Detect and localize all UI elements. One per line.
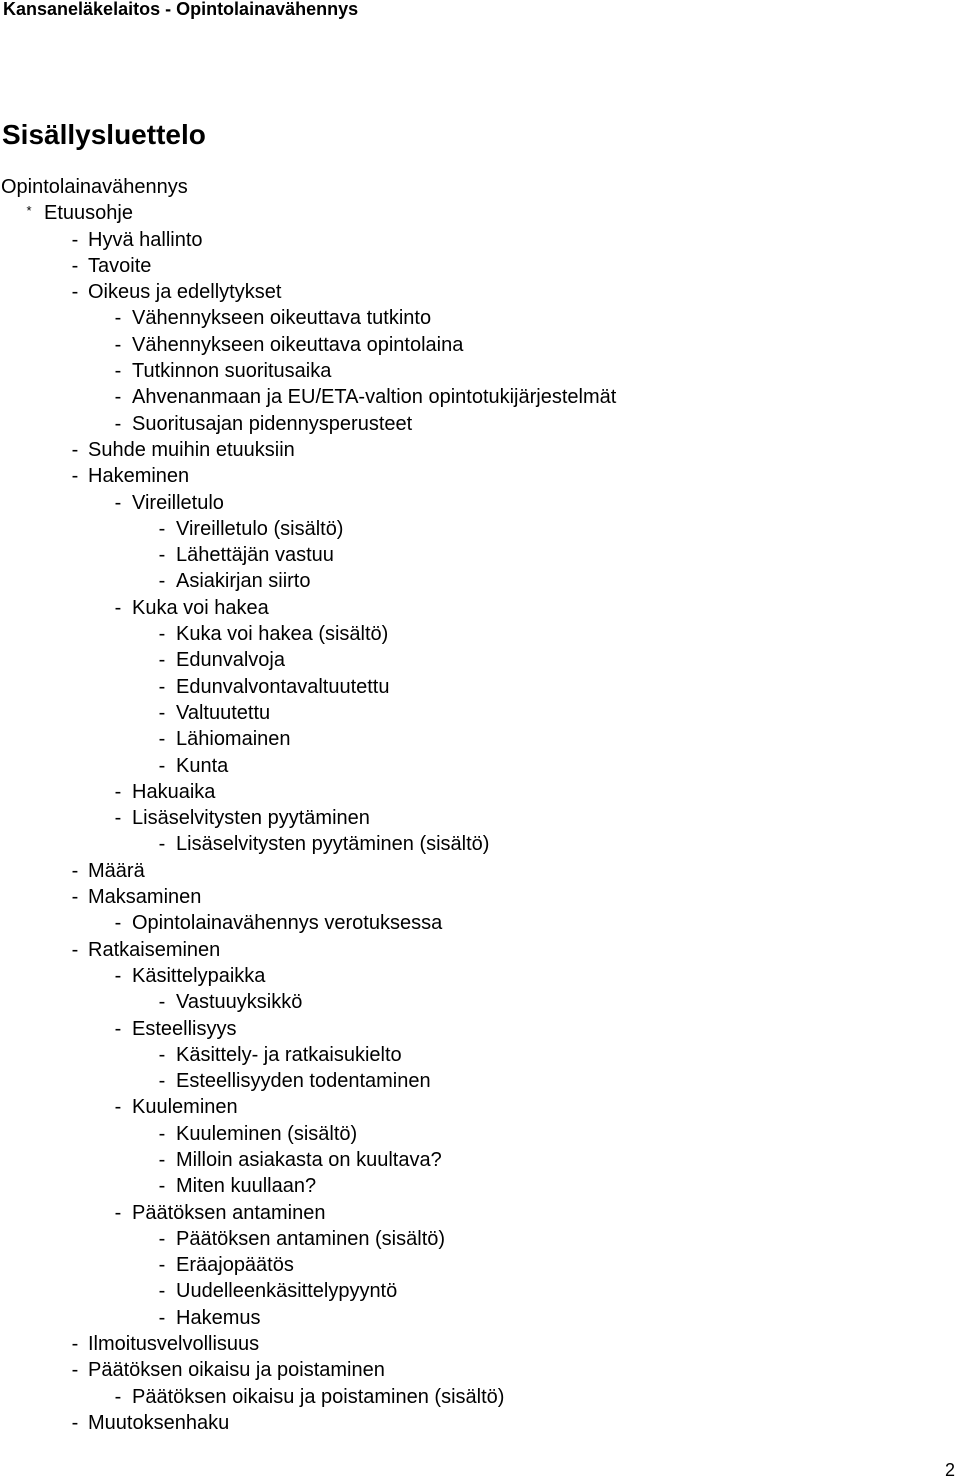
toc-item[interactable] (0, 1410, 940, 1436)
toc-bullet-dash: - (158, 1175, 166, 1198)
toc-item-label: Lisäselvitysten pyytäminen (132, 807, 370, 830)
toc-bullet-dash: - (158, 1280, 166, 1303)
toc-item[interactable] (0, 1278, 940, 1304)
toc-bullet-dash: - (158, 991, 166, 1014)
toc-bullet-dash: - (158, 675, 166, 698)
toc-bullet-dash: - (71, 1359, 79, 1382)
toc-bullet-dash: - (158, 1148, 166, 1171)
toc-item[interactable] (0, 726, 940, 752)
toc-item[interactable] (0, 1094, 940, 1120)
toc-bullet-dash: - (158, 728, 166, 751)
toc-item-label: Hakemus (176, 1306, 261, 1329)
toc-bullet-dash: - (71, 228, 79, 251)
toc-bullet-dash: - (158, 833, 166, 856)
toc-item[interactable] (0, 937, 940, 963)
toc-item[interactable] (0, 989, 940, 1015)
toc-item-label: Vireilletulo (132, 491, 224, 514)
toc-item-label: Ratkaiseminen (88, 938, 221, 961)
toc-bullet-dash: - (158, 1254, 166, 1277)
toc-item[interactable] (0, 1147, 940, 1173)
toc-item-label: Kunta (176, 754, 229, 777)
toc-bullet-dash: - (158, 1122, 166, 1145)
toc-item-label: Etuusohje (44, 202, 133, 225)
toc-item[interactable] (0, 568, 940, 594)
toc-item[interactable] (0, 305, 940, 331)
toc-bullet-dash: - (114, 412, 122, 435)
toc-bullet-star: * (26, 203, 32, 219)
toc-bullet-dash: - (158, 623, 166, 646)
toc-item-label: Hakuaika (132, 780, 216, 803)
toc-bullet-dash: - (158, 1306, 166, 1329)
toc-item-label: Ahvenanmaan ja EU/ETA-valtion opintotukijärjestelmät (132, 386, 617, 409)
toc-bullet-dash: - (71, 1411, 79, 1434)
toc-item[interactable] (0, 647, 940, 673)
toc-item-label: Päätöksen antaminen (132, 1201, 326, 1224)
toc-bullet-dash: - (158, 544, 166, 567)
toc-item[interactable] (0, 279, 940, 305)
toc-item-label: Oikeus ja edellytykset (88, 281, 282, 304)
toc-bullet-dash: - (158, 649, 166, 672)
toc-bullet-dash: - (114, 1096, 122, 1119)
toc-item[interactable] (0, 227, 940, 253)
toc-item-label: Esteellisyys (132, 1017, 237, 1040)
toc-item-label: Vähennykseen oikeuttava opintolaina (132, 333, 464, 356)
toc-item-label: Kuuleminen (sisältö) (176, 1122, 358, 1145)
toc-bullet-dash: - (114, 780, 122, 803)
toc-bullet-dash: - (114, 912, 122, 935)
toc-item[interactable] (0, 1357, 940, 1383)
toc-item[interactable] (0, 831, 940, 857)
toc-item-label: Lähettäjän vastuu (176, 544, 334, 567)
toc-bullet-dash: - (158, 1043, 166, 1066)
toc-item[interactable] (0, 384, 940, 410)
toc-bullet-dash: - (71, 1333, 79, 1356)
toc-bullet-dash: - (114, 386, 122, 409)
running-header: Kansaneläkelaitos - Opintolainavähennys (3, 0, 359, 19)
toc-item-label: Edunvalvoja (176, 649, 285, 672)
toc-item-label: Ilmoitusvelvollisuus (88, 1333, 260, 1356)
toc-bullet-dash: - (114, 807, 122, 830)
toc-bullet-dash: - (158, 754, 166, 777)
page-number: 2 (945, 1460, 956, 1480)
toc-bullet-dash: - (71, 465, 79, 488)
toc-item-label: Vähennykseen oikeuttava tutkinto (132, 307, 432, 330)
toc-item[interactable] (0, 1252, 940, 1278)
toc-bullet-dash: - (158, 570, 166, 593)
toc-item[interactable] (0, 437, 940, 463)
toc-item-label: Käsittelypaikka (132, 964, 266, 987)
toc-bullet-dash: - (71, 859, 79, 882)
toc-item-label: Tutkinnon suoritusaika (132, 360, 332, 383)
toc-item-label: Miten kuullaan? (176, 1175, 317, 1198)
page-title: Sisällysluettelo (2, 119, 206, 150)
toc-item[interactable] (0, 595, 940, 621)
toc-item[interactable] (0, 1305, 940, 1331)
toc-bullet-dash: - (114, 964, 122, 987)
toc-item[interactable] (0, 1226, 940, 1252)
toc-item[interactable] (0, 200, 940, 226)
toc-bullet-dash: - (114, 596, 122, 619)
toc-item[interactable] (0, 1068, 940, 1094)
toc-item-label: Esteellisyyden todentaminen (176, 1070, 431, 1093)
toc-bullet-dash: - (114, 491, 122, 514)
toc-item-label: Opintolainavähennys verotuksessa (132, 912, 443, 935)
toc-item[interactable] (0, 1384, 940, 1410)
toc-item-label: Maksaminen (88, 886, 202, 909)
toc-item[interactable] (0, 700, 940, 726)
toc-bullet-dash: - (114, 360, 122, 383)
toc-item-label: Uudelleenkäsittelypyyntö (176, 1280, 398, 1303)
toc-item[interactable] (0, 1200, 940, 1226)
toc-item[interactable] (0, 963, 940, 989)
toc-item-label: Asiakirjan siirto (176, 570, 311, 593)
toc-item[interactable] (0, 358, 940, 384)
toc-bullet-dash: - (158, 517, 166, 540)
toc-item-label: Opintolainavähennys (1, 176, 188, 198)
toc-bullet-dash: - (114, 1017, 122, 1040)
toc-item[interactable] (0, 490, 940, 516)
toc-item[interactable] (0, 1121, 940, 1147)
toc-item-label: Hakeminen (88, 465, 190, 488)
toc-bullet-dash: - (114, 333, 122, 356)
toc-item-label: Eräajopäätös (176, 1254, 294, 1277)
toc-item[interactable] (0, 674, 940, 700)
toc-item-label: Kuuleminen (132, 1096, 238, 1119)
toc-bullet-dash: - (158, 701, 166, 724)
toc-bullet-dash: - (71, 938, 79, 961)
toc-item-label: Päätöksen oikaisu ja poistaminen (sisältö) (132, 1385, 505, 1408)
toc-bullet-dash: - (71, 438, 79, 461)
toc-item[interactable] (0, 779, 940, 805)
toc-item-label: Käsittely- ja ratkaisukielto (176, 1043, 402, 1066)
toc-item[interactable] (0, 332, 940, 358)
toc-item-label: Valtuutettu (176, 701, 271, 724)
toc-item[interactable] (0, 1042, 940, 1068)
toc-item[interactable] (0, 1173, 940, 1199)
toc-item-label: Suoritusajan pidennysperusteet (132, 412, 413, 435)
toc-bullet-dash: - (114, 1385, 122, 1408)
toc-item[interactable] (0, 516, 940, 542)
toc-item[interactable] (0, 411, 940, 437)
toc-item[interactable] (0, 805, 940, 831)
toc-bullet-dash: - (114, 307, 122, 330)
toc-bullet-dash: - (71, 281, 79, 304)
toc-item-label: Edunvalvontavaltuutettu (176, 675, 390, 698)
toc-item[interactable] (0, 1331, 940, 1357)
toc-item-label: Vireilletulo (sisältö) (176, 517, 344, 540)
toc-item-label: Kuka voi hakea (sisältö) (176, 623, 389, 646)
toc-item-label: Muutoksenhaku (88, 1411, 230, 1434)
toc-item[interactable] (0, 463, 940, 489)
toc-item[interactable] (0, 753, 940, 779)
toc-item-label: Tavoite (88, 254, 152, 277)
toc-item[interactable] (0, 253, 940, 279)
toc-bullet-dash: - (158, 1070, 166, 1093)
toc-bullet-dash: - (158, 1227, 166, 1250)
toc-item-label: Milloin asiakasta on kuultava? (176, 1148, 442, 1171)
toc-bullet-dash: - (114, 1201, 122, 1224)
toc-item-label: Kuka voi hakea (132, 596, 269, 619)
toc-item[interactable] (0, 542, 940, 568)
toc-item-label: Hyvä hallinto (88, 228, 203, 251)
toc-item-label: Suhde muihin etuuksiin (88, 438, 295, 461)
toc-item-label: Lisäselvitysten pyytäminen (sisältö) (176, 833, 490, 856)
toc-item[interactable] (0, 174, 940, 200)
toc-item-label: Lähiomainen (176, 728, 291, 751)
toc-item[interactable] (0, 621, 940, 647)
toc-bullet-dash: - (71, 886, 79, 909)
toc-item-label: Vastuuyksikkö (176, 991, 303, 1014)
toc-item-label: Päätöksen antaminen (sisältö) (176, 1227, 446, 1250)
toc-item-label: Päätöksen oikaisu ja poistaminen (88, 1359, 385, 1382)
toc-item[interactable] (0, 910, 940, 936)
toc-bullet-dash: - (71, 254, 79, 277)
toc-item-label: Määrä (88, 859, 145, 882)
toc-item[interactable] (0, 884, 940, 910)
toc-item[interactable] (0, 858, 940, 884)
toc-item[interactable] (0, 1016, 940, 1042)
table-of-contents (0, 174, 940, 1436)
